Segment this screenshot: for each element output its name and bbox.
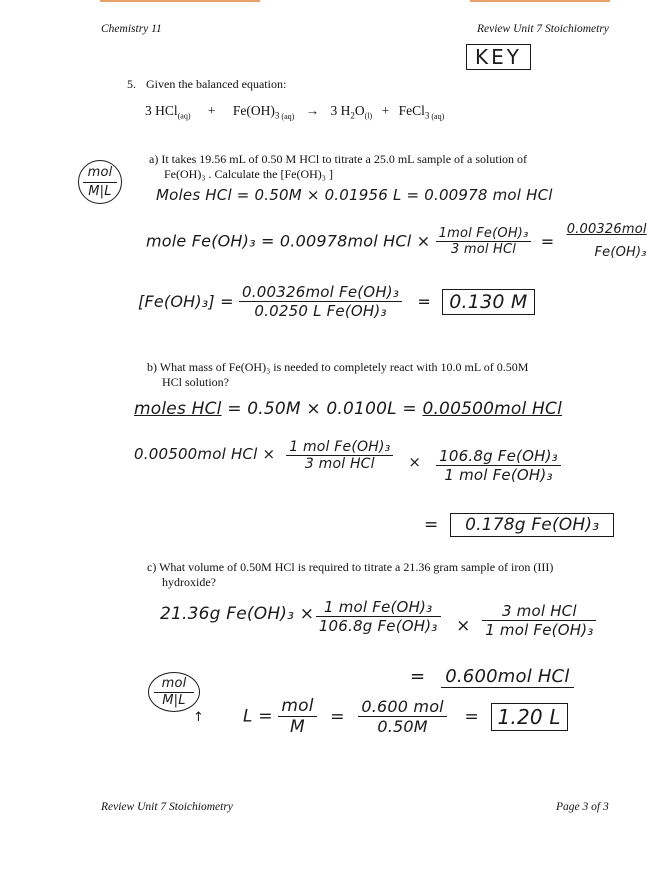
molar-mass-fraction bbox=[316, 598, 441, 635]
fraction-denominator: 0.50M bbox=[377, 717, 428, 736]
step2-left: mole Fe(OH)₃ = 0.00978mol HCl × bbox=[146, 231, 431, 251]
reactant-hcl: 3 HCl bbox=[145, 103, 178, 118]
top-edge-mark bbox=[100, 0, 260, 2]
equals-sign: = bbox=[330, 706, 345, 727]
footer-unit: Review Unit 7 Stoichiometry bbox=[101, 801, 233, 813]
fraction-numerator: mol bbox=[278, 696, 316, 717]
header-course: Chemistry 11 bbox=[101, 23, 162, 35]
fraction-numerator: 106.8g Fe(OH)₃ bbox=[436, 447, 561, 466]
part-c-question-line2: hydroxide? bbox=[162, 575, 216, 589]
fraction-numerator: 1 mol Fe(OH)₃ bbox=[286, 439, 393, 456]
mole-ratio-fraction bbox=[436, 226, 532, 257]
subscript: 2 bbox=[350, 110, 355, 121]
fraction-numerator: 0.600 mol bbox=[358, 697, 447, 717]
note-ml: M|L bbox=[154, 692, 194, 709]
part-c-question-line1: c) What volume of 0.50M HCl is required to titrate a 21.36 gram sample of iron (III) bbox=[147, 560, 554, 574]
fraction-denominator: M bbox=[290, 717, 305, 737]
mol-triangle-note bbox=[78, 160, 122, 204]
note-ml: M|L bbox=[83, 182, 117, 201]
note-mol: mol bbox=[87, 165, 113, 180]
question-number: 5. bbox=[127, 77, 136, 91]
part-a-step3 bbox=[138, 283, 535, 320]
part-b-question-line1: b) What mass of Fe(OH)₃ is needed to completely react with 10.0 mL of 0.50M bbox=[147, 360, 529, 374]
fraction-denominator: 3 mol HCl bbox=[451, 241, 517, 257]
step1-left: 21.36g Fe(OH)₃ × bbox=[160, 604, 315, 624]
part-b-step1 bbox=[134, 399, 562, 419]
moles-hcl-result: 0.00500mol HCl bbox=[422, 399, 563, 419]
fraction-numerator: 0.00326mol Fe(OH)₃ bbox=[239, 283, 402, 302]
part-a-question-line1: a) It takes 19.56 mL of 0.50 M HCl to titrate a 25.0 mL sample of a solution of bbox=[149, 152, 528, 166]
part-b-answer-row bbox=[424, 515, 614, 535]
result-unit: Fe(OH)₃ bbox=[594, 245, 647, 260]
part-a-answer: 0.130 M bbox=[442, 289, 534, 315]
part-c-step1 bbox=[160, 598, 596, 639]
fraction-denominator: 106.8g Fe(OH)₃ bbox=[318, 617, 438, 635]
part-c-answer: 1.20 L bbox=[491, 703, 568, 731]
equals-sign: = bbox=[410, 666, 426, 687]
equals-sign: = bbox=[417, 292, 431, 311]
times-sign: × bbox=[408, 453, 422, 471]
mole-ratio-fraction bbox=[482, 602, 596, 639]
molar-mass-fraction bbox=[436, 447, 561, 484]
part-a-question-line2: Fe(OH)₃ . Calculate the [Fe(OH)₃ ] bbox=[164, 167, 333, 181]
moles-hcl-result: 0.600mol HCl bbox=[441, 666, 573, 688]
product-water-o: O bbox=[354, 103, 365, 118]
fraction-denominator: 1 mol Fe(OH)₃ bbox=[485, 621, 594, 639]
subscript: 3 bbox=[424, 110, 430, 121]
moles-hcl-label: moles HCl bbox=[134, 399, 222, 419]
fraction-denominator: 1 mol Fe(OH)₃ bbox=[444, 466, 553, 484]
volume-formula-label: L = bbox=[243, 706, 273, 727]
part-c-moles-result bbox=[410, 666, 574, 687]
subscript: 3 bbox=[274, 110, 280, 121]
state-label: (aq) bbox=[281, 111, 295, 121]
result-value: 0.00326mol bbox=[566, 222, 647, 237]
equals-sign: = bbox=[464, 706, 479, 727]
plus-sign: + bbox=[207, 103, 216, 118]
moles-result-fraction bbox=[564, 222, 650, 260]
part-a-step2 bbox=[146, 222, 650, 260]
product-water: 3 H bbox=[330, 103, 351, 118]
step1-middle: = 0.50M × 0.0100L = bbox=[221, 399, 423, 419]
reactant-feoh3: Fe(OH) bbox=[232, 103, 275, 118]
fraction-denominator: 0.0250 L Fe(OH)₃ bbox=[254, 302, 387, 320]
plus-sign: + bbox=[381, 103, 390, 118]
equals-sign: = bbox=[540, 231, 555, 251]
concentration-fraction bbox=[239, 283, 402, 320]
header-unit: Review Unit 7 Stoichiometry bbox=[477, 23, 609, 35]
fraction-numerator: 1mol Fe(OH)₃ bbox=[436, 226, 532, 242]
arrow-mark: ↑ bbox=[193, 710, 205, 725]
note-mol: mol bbox=[161, 676, 187, 691]
question-prompt: Given the balanced equation: bbox=[146, 77, 287, 91]
step2-left: 0.00500mol HCl × bbox=[134, 445, 276, 463]
equals-sign: = bbox=[424, 515, 439, 535]
part-c-step2 bbox=[243, 696, 568, 737]
concentration-label: [Fe(OH)₃] = bbox=[138, 292, 234, 311]
page-number: Page 3 of 3 bbox=[556, 801, 609, 813]
volume-formula-fraction bbox=[278, 696, 316, 737]
fraction-denominator: 3 mol HCl bbox=[304, 456, 375, 472]
part-a-step1: Moles HCl = 0.50M × 0.01956 L = 0.00978 mol HCl bbox=[156, 186, 553, 204]
state-label: (l) bbox=[364, 111, 373, 121]
fraction-numerator: 1 mol Fe(OH)₃ bbox=[316, 598, 441, 617]
state-label: (aq) bbox=[431, 111, 445, 121]
top-edge-mark bbox=[470, 0, 610, 2]
answer-key-label: KEY bbox=[466, 44, 531, 70]
volume-value-fraction bbox=[358, 697, 447, 736]
fraction-numerator: 3 mol HCl bbox=[482, 602, 596, 621]
part-b-answer: 0.178g Fe(OH)₃ bbox=[450, 513, 614, 537]
mole-ratio-fraction bbox=[286, 439, 393, 472]
product-fecl3: FeCl bbox=[398, 103, 425, 118]
part-b-question-line2: HCl solution? bbox=[162, 375, 230, 389]
times-sign: × bbox=[456, 616, 471, 636]
part-b-step2 bbox=[134, 439, 561, 484]
mol-triangle-note bbox=[148, 672, 200, 712]
state-label: (aq) bbox=[177, 111, 191, 121]
balanced-equation bbox=[145, 103, 444, 121]
reaction-arrow: → bbox=[305, 103, 320, 118]
